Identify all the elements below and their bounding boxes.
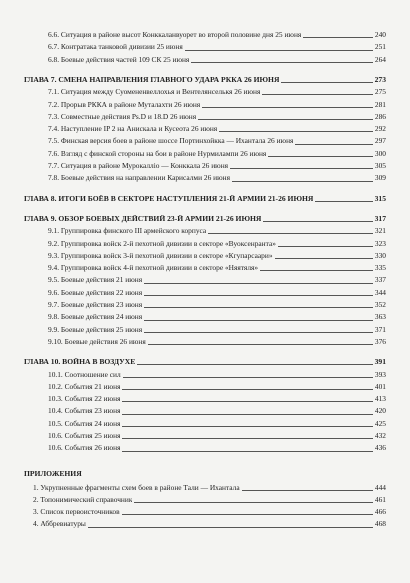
toc-entry: 6.7. Контратака танковой дивизии 25 июня 251 (48, 42, 386, 52)
toc-entry: 10.6. События 26 июня 436 (48, 443, 386, 453)
toc-entry: 10.3. События 22 июня 413 (48, 394, 386, 404)
toc-entry: 7.2. Прорыв РККА в районе Муталахти 26 июня 281 (48, 99, 386, 109)
toc-entry: 7.8. Боевые действия на направлении Карисалми 26 июня 309 (48, 173, 386, 183)
toc-entry: 9.8. Боевые действия 24 июня 363 (48, 312, 386, 322)
toc-entry: 9.4. Группировка войск 4-й пехотной дивизии в секторе «Няятяля» 335 (48, 263, 386, 273)
toc-entry: 7.3. Совместные действия Ps.D и 18.D 26 июня 286 (48, 111, 386, 121)
toc-entry: 3. Список первоисточников 466 (33, 507, 386, 517)
chapter-heading: ГЛАВА 8. ИТОГИ БОЁВ В СЕКТОРЕ НАСТУПЛЕНИЯ 21-Й АРМИИ 21-26 ИЮНЯ 315 (24, 193, 386, 203)
toc-entry: 1. Укрупненные фрагменты схем боев в районе Тали — Ихантала 444 (33, 482, 386, 492)
toc-entry: 9.10. Боевые действия 26 июня 376 (48, 336, 386, 346)
toc-entry: 9.3. Группировка войск 3-й пехотной дивизии в секторе «Кгупарсаари» 330 (48, 250, 386, 260)
toc-entry: 10.1. Соотношение сил 393 (48, 369, 386, 379)
toc-entry: 10.2. События 21 июня 401 (48, 381, 386, 391)
toc-entry: 9.7. Боевые действия 23 июня 352 (48, 300, 386, 310)
toc-entry: 7.5. Финская версия боев в районе шоссе Портинхойкка — Ихантала 26 июня 297 (48, 136, 386, 146)
toc-entry: 6.6. Ситуация в районе высот Конккаланвуорет во второй половине дня 25 июня 240 (48, 30, 386, 40)
chapter-heading: ГЛАВА 10. ВОЙНА В ВОЗДУХЕ 391 (24, 357, 386, 367)
toc-entry: 7.1. Ситуация между Суомененвеллохья и Вентелянселькя 26 июня 275 (48, 87, 386, 97)
chapter-heading: ГЛАВА 7. СМЕНА НАПРАВЛЕНИЯ ГЛАВНОГО УДАРА РККА 26 ИЮНЯ 273 (24, 74, 386, 84)
toc-entry: 10.6. События 25 июня 432 (48, 431, 386, 440)
toc-entry: 10.5. События 24 июня 425 (48, 418, 386, 428)
toc-entry: 10.4. События 23 июня 420 (48, 406, 386, 416)
toc-entry: 4. Аббревиатуры 468 (33, 519, 386, 529)
toc-entry: 9.5. Боевые действия 21 июня 337 (48, 275, 386, 285)
appendix-heading: ПРИЛОЖЕНИЯ (24, 468, 82, 478)
chapter-heading: ГЛАВА 9. ОБЗОР БОЕВЫХ ДЕЙСТВИЙ 23-Й АРМИИ 21-26 ИЮНЯ 317 (24, 213, 386, 223)
toc-entry: 9.9. Боевые действия 25 июня 371 (48, 324, 386, 334)
toc-entry: 9.2. Группировка войск 2-й пехотной дивизии в секторе «Вуоксенранта» 323 (48, 238, 386, 248)
toc-entry: 6.8. Боевые действия частей 109 СК 25 июня 264 (48, 54, 386, 64)
toc-entry: 7.7. Ситуация в районе Мурокалліо — Конккала 26 июня 305 (48, 161, 386, 171)
toc-entry: 7.6. Взгляд с финской стороны на бои в районе Нурмилампи 26 июня 300 (48, 148, 386, 158)
toc-entry: 9.1. Группировка финского III армейского корпуса 321 (48, 226, 386, 236)
toc-entry: 7.4. Наступление IP 2 на Анискала и Кусеота 26 июня 292 (48, 124, 386, 134)
toc-entry: 9.6. Боевые действия 22 июня 344 (48, 287, 386, 297)
table-of-contents (24, 27, 386, 529)
toc-entry: 2. Топонимический справочник 461 (33, 494, 386, 504)
